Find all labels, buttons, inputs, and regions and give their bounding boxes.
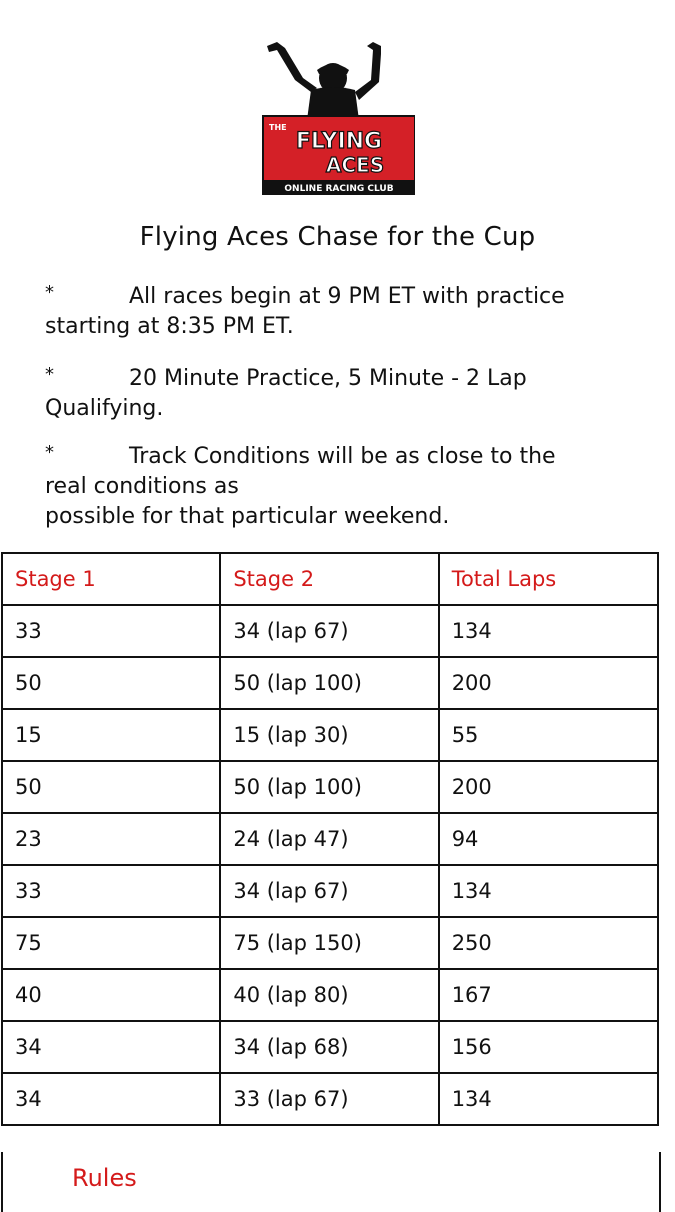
- cell-stage-1: 33: [2, 605, 220, 657]
- cell-stage-1: 33: [2, 865, 220, 917]
- page-title: Flying Aces Chase for the Cup: [139, 222, 536, 252]
- cell-stage-2: 33 (lap 67): [220, 1073, 438, 1125]
- cell-stage-2: 24 (lap 47): [220, 813, 438, 865]
- info-bullet-practice: [45, 364, 635, 424]
- logo-graphic: [255, 40, 415, 196]
- table-row: [2, 917, 658, 969]
- bullet-line: Track Conditions will be as close to the: [129, 444, 556, 469]
- driver-silhouette: [267, 42, 381, 120]
- cell-stage-2: 34 (lap 67): [220, 605, 438, 657]
- logo-text-aces: ACES: [325, 153, 385, 177]
- cell-stage-2: 50 (lap 100): [220, 761, 438, 813]
- flying-aces-logo: [255, 40, 415, 196]
- table-row: [2, 969, 658, 1021]
- cell-stage-2: 15 (lap 30): [220, 709, 438, 761]
- cell-stage-2: 40 (lap 80): [220, 969, 438, 1021]
- cell-total-laps: 94: [439, 813, 658, 865]
- cell-stage-1: 34: [2, 1021, 220, 1073]
- cell-total-laps: 134: [439, 605, 658, 657]
- table-row: [2, 1021, 658, 1073]
- cell-stage-2: 50 (lap 100): [220, 657, 438, 709]
- cell-stage-2: 34 (lap 68): [220, 1021, 438, 1073]
- cell-total-laps: 134: [439, 865, 658, 917]
- logo-text-flying: FLYING: [295, 129, 383, 154]
- header-stage-2: Stage 2: [220, 553, 438, 605]
- bullet-marker: *: [45, 364, 54, 385]
- cell-stage-1: 34: [2, 1073, 220, 1125]
- cell-total-laps: 250: [439, 917, 658, 969]
- cell-total-laps: 134: [439, 1073, 658, 1125]
- cell-stage-1: 15: [2, 709, 220, 761]
- bullet-line: possible for that particular weekend.: [45, 504, 450, 529]
- stage-laps-table: [1, 552, 659, 1126]
- table-row: [2, 865, 658, 917]
- bullet-line: All races begin at 9 PM ET with practice: [129, 284, 565, 309]
- header-stage-1: Stage 1: [2, 553, 220, 605]
- header-total-laps: Total Laps: [439, 553, 658, 605]
- cell-stage-1: 40: [2, 969, 220, 1021]
- table-row: [2, 605, 658, 657]
- bullet-line: Qualifying.: [45, 396, 164, 421]
- table-row: [2, 761, 658, 813]
- cell-total-laps: 200: [439, 761, 658, 813]
- cell-total-laps: 156: [439, 1021, 658, 1073]
- bullet-line: real conditions as: [45, 474, 239, 499]
- bullet-line: starting at 8:35 PM ET.: [45, 314, 294, 339]
- cell-stage-1: 75: [2, 917, 220, 969]
- cell-stage-1: 50: [2, 657, 220, 709]
- rules-heading: Rules: [72, 1164, 137, 1192]
- table-row: [2, 1073, 658, 1125]
- cell-stage-1: 50: [2, 761, 220, 813]
- bullet-line: 20 Minute Practice, 5 Minute - 2 Lap: [129, 366, 527, 391]
- table-row: [2, 813, 658, 865]
- cell-total-laps: 200: [439, 657, 658, 709]
- bullet-marker: *: [45, 282, 54, 303]
- cell-stage-1: 23: [2, 813, 220, 865]
- cell-total-laps: 167: [439, 969, 658, 1021]
- bullet-marker: *: [45, 442, 54, 463]
- logo-text-club: ONLINE RACING CLUB: [284, 184, 394, 194]
- cell-stage-2: 75 (lap 150): [220, 917, 438, 969]
- cell-stage-2: 34 (lap 67): [220, 865, 438, 917]
- logo-text-the: THE: [269, 123, 287, 132]
- cell-total-laps: 55: [439, 709, 658, 761]
- table-header-row: [2, 553, 658, 605]
- info-bullet-track-conditions: [45, 442, 635, 532]
- table-row: [2, 709, 658, 761]
- info-bullet-race-time: [45, 282, 635, 342]
- table-row: [2, 657, 658, 709]
